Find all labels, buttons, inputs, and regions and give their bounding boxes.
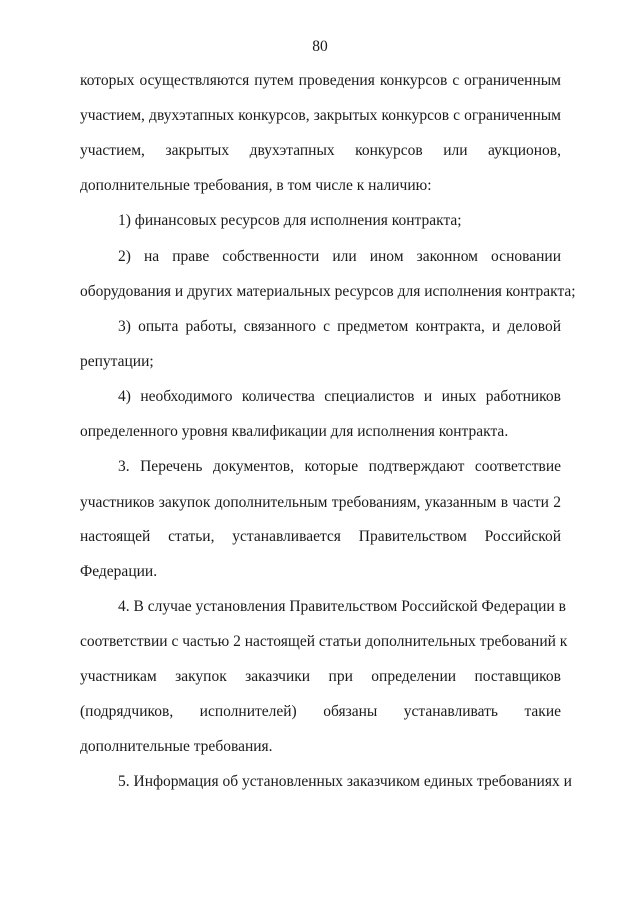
list-item: 4) необходимого количества специалистов и иных работников: [118, 388, 561, 405]
text-line: (подрядчиков, исполнителей) обязаны устанавливать такие: [80, 703, 561, 720]
text-line: дополнительные требования, в том числе к наличию:: [80, 177, 432, 194]
text-line: репутации;: [80, 353, 154, 370]
list-item: 2) на праве собственности или ином законном основании: [118, 248, 561, 265]
text-line: оборудования и других материальных ресурсов для исполнения контракта;: [80, 283, 576, 300]
text-line: участников закупок дополнительным требованиям, указанным в части 2: [80, 494, 561, 511]
text-line: определенного уровня квалификации для исполнения контракта.: [80, 423, 509, 440]
paragraph-start: 5. Информация об установленных заказчиком единых требованиях и: [118, 773, 572, 790]
text-line: соответствии с частью 2 настоящей статьи дополнительных требований к: [80, 633, 568, 650]
text-line: Федерации.: [80, 563, 158, 580]
list-item: 1) финансовых ресурсов для исполнения контракта;: [118, 212, 462, 229]
text-line: участием, двухэтапных конкурсов, закрытых конкурсов с ограниченным: [80, 107, 561, 124]
list-item: 3) опыта работы, связанного с предметом контракта, и деловой: [118, 318, 561, 335]
paragraph-start: 4. В случае установления Правительством Российской Федерации в: [118, 598, 566, 615]
text-line: участникам закупок заказчики при определении поставщиков: [80, 668, 561, 685]
text-line: которых осуществляются путем проведения конкурсов с ограниченным: [80, 72, 561, 89]
page-number: 80: [312, 38, 328, 55]
text-line: дополнительные требования.: [80, 738, 273, 755]
text-line: участием, закрытых двухэтапных конкурсов или аукционов,: [80, 142, 561, 159]
paragraph-start: 3. Перечень документов, которые подтверждают соответствие: [118, 458, 561, 475]
text-line: настоящей статьи, устанавливается Правительством Российской: [80, 528, 561, 545]
